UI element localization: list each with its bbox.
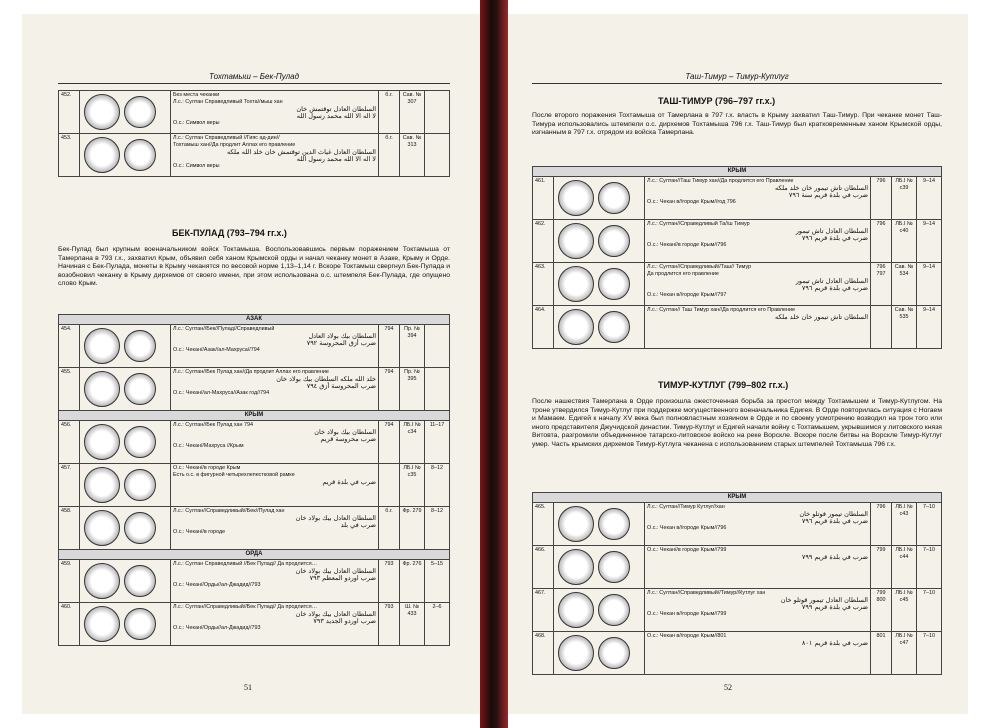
- section-row: [59, 550, 450, 560]
- coin-year: 799 800: [871, 589, 892, 632]
- coin-images: [80, 421, 171, 464]
- coin-rarity: [425, 368, 450, 411]
- coin-description: [645, 220, 871, 263]
- coin-year: 799: [871, 546, 892, 589]
- coin-reference: Фр. 279: [400, 507, 425, 550]
- arabic-legend: ضرب أزق المحروسة ٧٩٢: [306, 339, 376, 347]
- description-line: О.с.: Чекан//в городе Крым//799: [647, 547, 727, 553]
- description-line: Л.с.: Султан//Справедливый//Таш// Тимур: [647, 264, 752, 270]
- left-coin-table-bottom: [58, 314, 450, 646]
- coin-reference: Сав. № 535: [892, 306, 917, 349]
- coin-images: [554, 263, 645, 306]
- section-row: [59, 411, 450, 421]
- table-row: [533, 546, 942, 589]
- description-line: Да продлится его правление: [647, 271, 719, 277]
- table-row: [59, 603, 450, 646]
- coin-reverse-image: [598, 268, 630, 300]
- arabic-legend: السلطان العادل غياث الدين توقتمش خان خلد الله ملكه: [226, 148, 376, 156]
- coin-obverse-image: [84, 371, 120, 407]
- coin-description: [171, 464, 379, 507]
- coin-obverse-image: [558, 309, 594, 345]
- arabic-legend: ضرب في بلدة قريم سنة ٧٩٦: [788, 191, 868, 199]
- arabic-legend: السلطان تيمور قوتلو خان: [799, 510, 868, 518]
- reverse-description: О.с.: Чекан//Орды//ал-Джадид//793: [173, 582, 261, 588]
- coin-reference: Фр. 276: [400, 560, 425, 603]
- coin-year: б.г.: [379, 134, 400, 177]
- description-line: Л.с.: Султан Справедливый //Бек Пулад// Да продлится…: [173, 561, 318, 567]
- table-row: [533, 263, 942, 306]
- arabic-legend: السلطان العادل بيك بولاد خان: [295, 610, 376, 618]
- left-running-head: Тохтамыш – Бек-Пулад: [58, 72, 450, 84]
- arabic-legend: ضرب في بلدة قريم ٧٩٩: [801, 553, 868, 561]
- table-row: [59, 325, 450, 368]
- coin-obverse-image: [558, 180, 594, 216]
- coin-reverse-image: [598, 182, 630, 214]
- coin-images: [80, 464, 171, 507]
- coin-reverse-image: [124, 565, 156, 597]
- table-row: [59, 507, 450, 550]
- arabic-legend: ضرب اوردو الجديد ٧٩٣: [313, 617, 376, 625]
- description-line: Л.с.: Султан//Бек Пулад хан//Да продлит Аллах его правление: [173, 369, 329, 375]
- coin-obverse-image: [558, 635, 594, 671]
- coin-description: [645, 177, 871, 220]
- coin-reference: Сав. № 313: [400, 134, 425, 177]
- reverse-description: О.с.: Чекан в//городе Крым//796: [647, 525, 727, 531]
- coin-images: [554, 220, 645, 263]
- left-coin-table-top: [58, 90, 450, 177]
- coin-number: 459.: [59, 560, 80, 603]
- coin-description: [645, 589, 871, 632]
- description-line: Л.с.: Султан Справедливый //Гияс ад-дин//: [173, 135, 280, 141]
- arabic-legend: ضرب في بلدة قريم: [322, 478, 376, 486]
- coin-number: 454.: [59, 325, 80, 368]
- coin-description: [171, 560, 379, 603]
- arabic-legend: خلد الله ملكه السلطان بيك بولاد خان: [276, 375, 376, 383]
- coin-reference: Сав. № 534: [892, 263, 917, 306]
- coin-reference: ЛБ.І № c40: [892, 220, 917, 263]
- coin-year: 801: [871, 632, 892, 675]
- coin-description: [171, 603, 379, 646]
- coin-obverse-image: [84, 137, 120, 173]
- coin-reference: Пр. № 395: [400, 368, 425, 411]
- reverse-description: О.с.: Чекан//в городе: [173, 529, 226, 535]
- coin-number: 467.: [533, 589, 554, 632]
- coin-number: 455.: [59, 368, 80, 411]
- coin-reverse-image: [598, 311, 630, 343]
- left-page-number: 51: [244, 683, 252, 692]
- arabic-legend: السلطان بيك بولاد خان: [314, 428, 376, 436]
- reverse-description: О.с.: Чекан//Азак//ал-Махруса//794: [173, 347, 260, 353]
- coin-number: 456.: [59, 421, 80, 464]
- table-row: [533, 503, 942, 546]
- coin-description: [171, 507, 379, 550]
- arabic-legend: السلطان العادل تاش تيمور: [795, 277, 868, 285]
- description-line: Л.с.: Султан//Справедливый//Тимур//Кутлуг хан: [647, 590, 766, 596]
- description-line: Л.с.: Султан//Таш Тимур хан//Да продлится его Правление: [647, 178, 794, 184]
- reverse-description: О.с.: Чекан в//городе Крым//797: [647, 292, 727, 298]
- coin-reverse-image: [124, 426, 156, 458]
- coin-reference: ЛБ.І № c45: [892, 589, 917, 632]
- coin-images: [554, 503, 645, 546]
- coin-reference: ЛБ.І № c34: [400, 421, 425, 464]
- coin-rarity: [425, 91, 450, 134]
- coin-number: 464.: [533, 306, 554, 349]
- coin-reverse-image: [124, 96, 156, 128]
- coin-reverse-image: [598, 637, 630, 669]
- coin-images: [554, 177, 645, 220]
- arabic-legend: السلطان العادل توقتمش خان: [296, 105, 376, 113]
- coin-number: 463.: [533, 263, 554, 306]
- table-row: [59, 421, 450, 464]
- coin-reverse-image: [124, 608, 156, 640]
- coin-images: [80, 325, 171, 368]
- coin-rarity: 9–14: [917, 177, 942, 220]
- coin-description: [171, 368, 379, 411]
- coin-rarity: 8–12: [425, 507, 450, 550]
- coin-reverse-image: [598, 551, 630, 583]
- coin-description: [645, 263, 871, 306]
- coin-obverse-image: [84, 328, 120, 364]
- coin-year: [379, 464, 400, 507]
- coin-obverse-image: [84, 606, 120, 642]
- coin-year: 794: [379, 325, 400, 368]
- table-row: [59, 464, 450, 507]
- coin-reverse-image: [124, 139, 156, 171]
- coin-reference: Ш. № 433: [400, 603, 425, 646]
- coin-obverse-image: [84, 510, 120, 546]
- arabic-legend: السلطان العادل بيك بولاد خان: [295, 567, 376, 575]
- coin-description: [171, 421, 379, 464]
- arabic-legend: ضرب في بلدة قريم ٧٩٦: [801, 517, 868, 525]
- coin-images: [80, 603, 171, 646]
- coin-rarity: 9–14: [917, 306, 942, 349]
- right-page: [508, 14, 968, 714]
- arabic-legend: ضرب في بلدة قريم ٧٩٦: [801, 234, 868, 242]
- right-paragraph2: После нашествия Тамерлана в Орде произошла ожесточенная борьба за престол между Тохтамышем и Тимур-Кутлугом. На троне утвердился Тимур-Кутлуг при поддержке могущественного военачальника Едигея. В Орде повторилась ситуация с Ногаем и Мамаем. Едигей к началу XV века был полновластным хозяином в Орде и по своему усмотрению возводил на трон того или иного представителя Джучидской династии. Тимур-Кутлуг и Едигей начали войну с Тохтамышем, укрывшимся у литовского князя Витовта, разгромили объединенное татарско-литовское войско на реке Ворскле. Вскоре после битвы на Ворскле Тимур-Кутлуг умер. Часть крымских дирхемов Тимур-Кутлуга чеканена с использованием старых штемпелей Тохтамыша 796 г.х.: [532, 398, 942, 448]
- coin-rarity: 7–10: [917, 589, 942, 632]
- coin-year: 796 797: [871, 263, 892, 306]
- coin-images: [554, 589, 645, 632]
- coin-rarity: 5–15: [425, 560, 450, 603]
- description-line: Л.с.: Султан//Бек//Пулад//Справедливый: [173, 326, 275, 332]
- right-running-head: Таш-Тимур – Тимур-Кутлуг: [532, 72, 942, 84]
- description-line: Л.с.: Султан//Тимур Кутлуг//хан: [647, 504, 725, 510]
- reverse-description: О.с.: Чекан в//городе Крым//год 796: [647, 199, 736, 205]
- coin-reverse-image: [124, 512, 156, 544]
- coin-reference: ЛБ.І № c43: [892, 503, 917, 546]
- coin-year: б.г.: [379, 507, 400, 550]
- coin-obverse-image: [84, 424, 120, 460]
- coin-images: [554, 632, 645, 675]
- coin-obverse-image: [558, 266, 594, 302]
- arabic-legend: السلطان تاش تيمور خان خلد ملكه: [775, 184, 868, 192]
- coin-rarity: 9–14: [917, 220, 942, 263]
- coin-images: [80, 134, 171, 177]
- book-gutter: [480, 0, 508, 728]
- arabic-legend: السلطان العادل تيمور قوتلو خان: [780, 596, 868, 604]
- reverse-description: О.с.: Чекан//Орды//ал-Джадид//793: [173, 625, 261, 631]
- arabic-legend: لا اله الا الله محمد رسول الله: [296, 112, 376, 120]
- coin-year: 793: [379, 560, 400, 603]
- section-label: ОРДА: [59, 550, 450, 560]
- coin-rarity: [425, 325, 450, 368]
- reverse-description: О.с.: Символ веры: [173, 120, 220, 126]
- coin-reference: Сав. № 307: [400, 91, 425, 134]
- description-line: Тохтамыш хан//Да продлит Аллах его правление: [173, 142, 296, 148]
- section-label: АЗАК: [59, 315, 450, 325]
- coin-number: 458.: [59, 507, 80, 550]
- description-line: Без места чеканки: [173, 92, 220, 98]
- coin-obverse-image: [84, 467, 120, 503]
- coin-number: 468.: [533, 632, 554, 675]
- table-row: [59, 134, 450, 177]
- reverse-description: О.с.: Чекан//Махруса //Крым: [173, 443, 244, 449]
- right-coin-table-1: [532, 166, 942, 349]
- description-line: Л.с.: Султан Справедливый Тохта//мыш хан: [173, 99, 283, 105]
- description-line: Л.с.: Султан//Справедливый//Бек Пулад// Да продлится…: [173, 604, 318, 610]
- section-label: КРЫМ: [533, 493, 942, 503]
- table-row: [533, 177, 942, 220]
- arabic-legend: ضرب المحروسة أزق ٧٩٤: [306, 382, 376, 390]
- coin-images: [554, 306, 645, 349]
- coin-reference: ЛБ.І № c44: [892, 546, 917, 589]
- coin-rarity: [425, 134, 450, 177]
- coin-images: [554, 546, 645, 589]
- coin-number: 461.: [533, 177, 554, 220]
- reverse-description: О.с.: Чекан//ал-Махруса//Азак год//794: [173, 390, 270, 396]
- coin-year: 796: [871, 177, 892, 220]
- coin-obverse-image: [84, 563, 120, 599]
- coin-number: 457.: [59, 464, 80, 507]
- arabic-legend: ضرب في بلد: [340, 521, 376, 529]
- coin-rarity: 8–12: [425, 464, 450, 507]
- section-label: КРЫМ: [533, 167, 942, 177]
- coin-reference: Пр. № 394: [400, 325, 425, 368]
- section-row: [59, 315, 450, 325]
- coin-rarity: 7–10: [917, 503, 942, 546]
- coin-description: [645, 546, 871, 589]
- table-row: [59, 91, 450, 134]
- coin-number: 466.: [533, 546, 554, 589]
- coin-images: [80, 560, 171, 603]
- section-label: КРЫМ: [59, 411, 450, 421]
- description-line: Л.с.: Султан//Справедливый//Бек//Пулад хан: [173, 508, 285, 514]
- coin-description: [171, 91, 379, 134]
- right-page-number: 52: [724, 683, 732, 692]
- coin-year: 794: [379, 421, 400, 464]
- coin-year: [871, 306, 892, 349]
- arabic-legend: السلطان بيك بولاد العادل: [308, 332, 376, 340]
- coin-description: [645, 503, 871, 546]
- coin-year: 796: [871, 503, 892, 546]
- arabic-legend: ضرب اوردو المعظم ٧٩٣: [309, 574, 376, 582]
- description-line: О.с.: Чекан//в городе Крым: [173, 465, 241, 471]
- table-row: [59, 560, 450, 603]
- description-line: Л.с.: Султан//Бек Пулад хан 794: [173, 422, 253, 428]
- reverse-description: О.с.: Символ веры: [173, 163, 220, 169]
- coin-rarity: 2–6: [425, 603, 450, 646]
- table-row: [533, 220, 942, 263]
- description-line: Л.с.: Султан//Справедливый Та//ш Тимур: [647, 221, 750, 227]
- coin-reverse-image: [124, 373, 156, 405]
- left-section-title: БЕК-ПУЛАД (793–794 гг.х.): [172, 228, 287, 238]
- coin-description: [645, 306, 871, 349]
- coin-number: 453.: [59, 134, 80, 177]
- section-row: [533, 167, 942, 177]
- reverse-description: О.с.: Чекан в//городе Крым//799: [647, 611, 727, 617]
- coin-reference: ЛБ.І № c39: [892, 177, 917, 220]
- description-line: О.с.: Чекан в//городе Крым//801: [647, 633, 727, 639]
- arabic-legend: لا اله الا الله محمد رسول الله: [296, 155, 376, 163]
- right-coin-table-2: [532, 492, 942, 675]
- coin-reverse-image: [598, 225, 630, 257]
- coin-obverse-image: [558, 592, 594, 628]
- coin-obverse-image: [558, 223, 594, 259]
- table-row: [533, 589, 942, 632]
- coin-number: 452.: [59, 91, 80, 134]
- arabic-legend: السلطان العادل تاش تيمور: [795, 227, 868, 235]
- coin-images: [80, 368, 171, 411]
- reverse-description: О.с.: Чекан//в городе Крым//796: [647, 242, 727, 248]
- description-line: Есть о.с. в фигурной четырехлепестковой рамке: [173, 472, 295, 478]
- coin-year: 793: [379, 603, 400, 646]
- coin-description: [171, 325, 379, 368]
- right-paragraph1: После второго поражения Тохтамыша от Тамерлана в 797 г.х. власть в Крыму захватил Таш-Тимур. При чеканке монет Таш-Тимура использовались штемпели о.с. дирхемов Тохтамыша 796 г.х. Таш-Тимур был кратковременным ханом Крымской орды, изгнанным в 797 г.х. отрядом из войска Тамерлана.: [532, 112, 942, 137]
- right-section2-title: ТИМУР-КУТЛУГ (799–802 гг.х.): [658, 380, 789, 390]
- coin-images: [80, 507, 171, 550]
- coin-year: б.г.: [379, 91, 400, 134]
- coin-number: 462.: [533, 220, 554, 263]
- coin-rarity: 7–10: [917, 546, 942, 589]
- arabic-legend: السلطان العادل بيك بولاد خان: [295, 514, 376, 522]
- left-paragraph: Бек-Пулад был крупным военачальником войск Токтамыша. Воспользовавшись первым поражением Токтамыша от Тамерлана в 793 г.х., захватил Крым, объявил себя ханом Крымской орды и начал чеканку монет в Азаке, Крыму и Орде. Начиная с Бек-Пулада, монеты в Крыму чеканятся по весовой норме 1,13–1,14 г. Вскоре Токтамыш свергнул Бек-Пулада и возобновил чеканку в Крыму дирхемов от своего имени, при этом использована о.с. штемпеля Бек-Пулада, где опущено слово Крым.: [58, 246, 450, 288]
- coin-number: 460.: [59, 603, 80, 646]
- left-page: [22, 14, 480, 714]
- coin-reverse-image: [124, 330, 156, 362]
- coin-year: 796: [871, 220, 892, 263]
- coin-reference: ЛБ.І № c47: [892, 632, 917, 675]
- coin-obverse-image: [558, 549, 594, 585]
- table-row: [533, 632, 942, 675]
- arabic-legend: ضرب في بلدة قريم ٧٩٦: [801, 284, 868, 292]
- coin-rarity: 9–14: [917, 263, 942, 306]
- coin-reverse-image: [598, 508, 630, 540]
- coin-reverse-image: [124, 469, 156, 501]
- coin-description: [171, 134, 379, 177]
- arabic-legend: ضرب في بلدة قريم ٨٠١: [801, 639, 868, 647]
- table-row: [533, 306, 942, 349]
- coin-reference: ЛБ.І № c35: [400, 464, 425, 507]
- arabic-legend: ضرب محروسة قريم: [320, 435, 376, 443]
- coin-rarity: 7–10: [917, 632, 942, 675]
- right-section1-title: ТАШ-ТИМУР (796–797 гг.х.): [658, 96, 776, 106]
- arabic-legend: ضرب في بلدة قريم ٧٩٩: [801, 603, 868, 611]
- table-row: [59, 368, 450, 411]
- description-line: Л.с.: Султан// Таш Тимур хан//Да продлится его Правление: [647, 307, 796, 313]
- arabic-legend: السلطان تاش تيمور خان خلد ملكه: [775, 313, 868, 321]
- coin-description: [645, 632, 871, 675]
- coin-obverse-image: [558, 506, 594, 542]
- section-row: [533, 493, 942, 503]
- coin-rarity: 11–17: [425, 421, 450, 464]
- coin-images: [80, 91, 171, 134]
- coin-number: 465.: [533, 503, 554, 546]
- coin-year: 794: [379, 368, 400, 411]
- coin-reverse-image: [598, 594, 630, 626]
- coin-obverse-image: [84, 94, 120, 130]
